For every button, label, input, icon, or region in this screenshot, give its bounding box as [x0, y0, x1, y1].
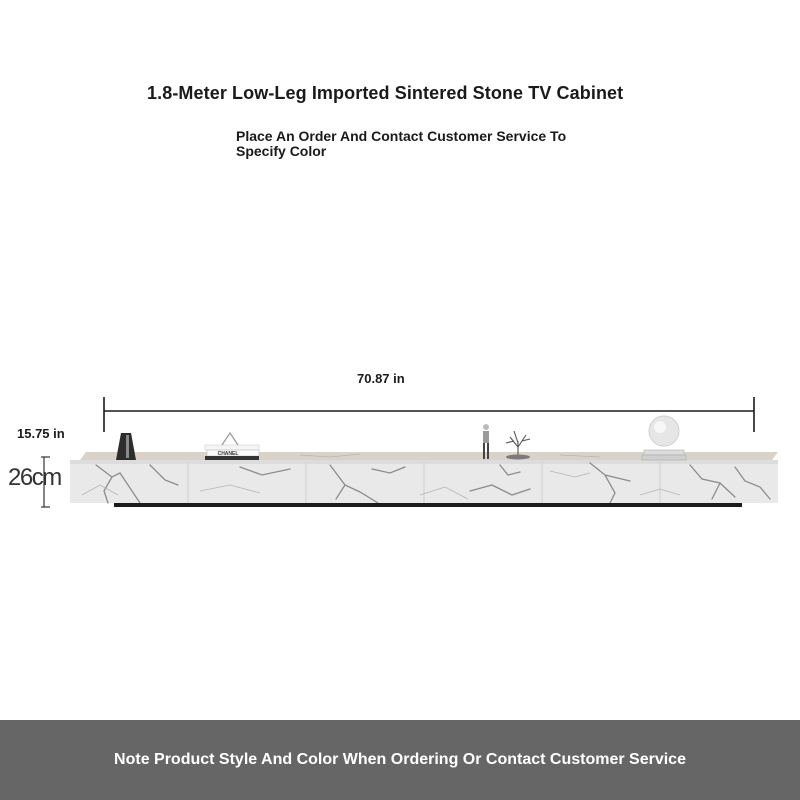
globe-lamp-decor	[642, 416, 686, 460]
tv-cabinet-illustration	[0, 395, 800, 520]
footer-note: Note Product Style And Color When Ordering Or Contact Customer Service	[114, 751, 686, 768]
height-dimension-bracket	[41, 457, 50, 507]
color-instruction: Place An Order And Contact Customer Service To Specify Color	[236, 128, 567, 159]
page-title: 1.8-Meter Low-Leg Imported Sintered Stone TV Cabinet	[147, 83, 624, 103]
coral-decor	[506, 431, 530, 460]
height-dimension-label: 15.75 in	[17, 426, 65, 441]
width-dimension-label: 70.87 in	[357, 371, 405, 386]
cabinet-plinth	[114, 503, 742, 507]
footer-note-bar	[0, 720, 800, 800]
depth-dimension-label: 26cm	[8, 464, 61, 491]
book-label: CHANEL	[217, 451, 239, 457]
vase-highlight	[126, 435, 129, 458]
